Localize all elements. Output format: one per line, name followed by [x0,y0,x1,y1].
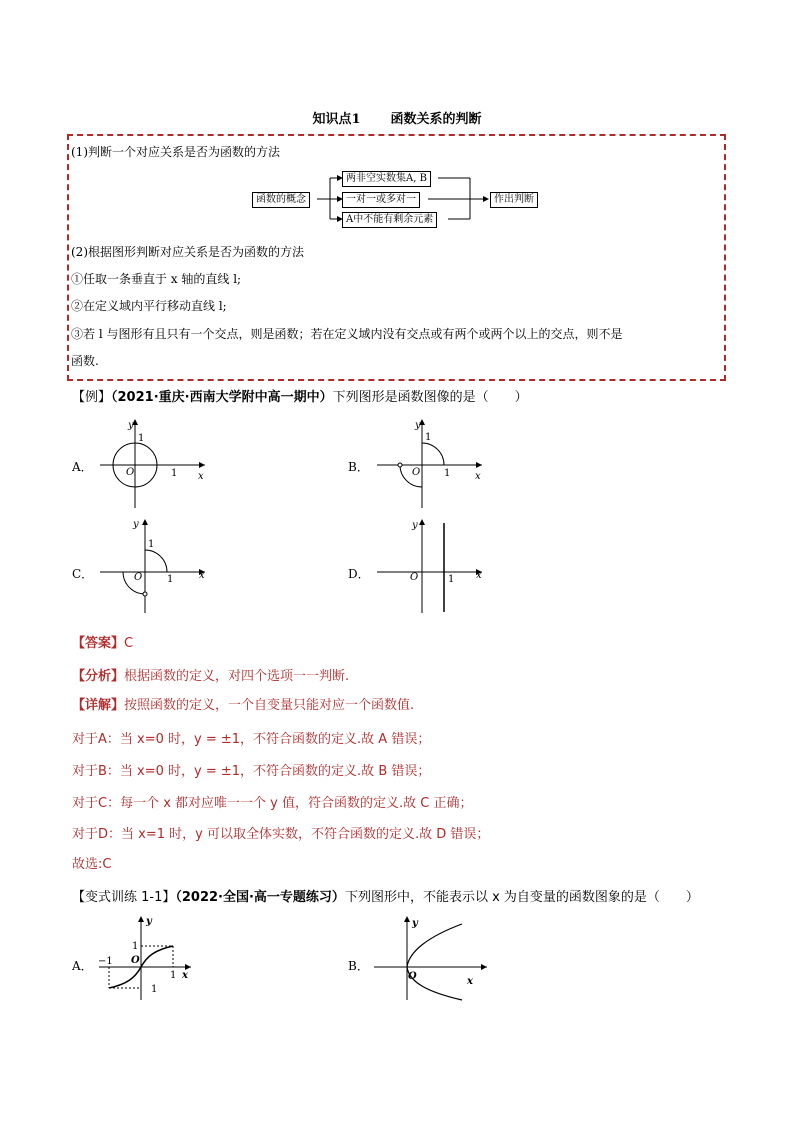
variant-question: 【变式训练 1-1】（2022·全国·高一专题练习）下列图形中，不能表示以 x 为自变量的函数图象的是（ ） [72,890,699,905]
variant-option-b-label: B． [348,959,369,973]
svg-text:x: x [182,970,188,981]
svg-text:x: x [475,471,481,482]
section-title [0,108,794,127]
svg-text:y: y [128,420,134,431]
example-question: 【例】（2021·重庆·西南大学附中高一期中）下列图形是函数图像的是（ ） [72,390,528,405]
graph-b [372,415,492,510]
svg-text:−1: −1 [98,956,113,967]
graph-d [372,515,492,615]
svg-text:y: y [415,420,421,431]
option-a-label: A． [72,460,93,474]
title-main: 知识点1 [312,112,361,127]
title-sub: 函数关系的判断 [390,112,482,127]
svg-text:O: O [126,467,135,478]
svg-text:1: 1 [167,574,174,585]
flow-cond1-box: 两非空实数集A, B [342,171,431,187]
detail-b: 对于B：当 x=0 时，y = ±1，不符合函数的定义.故 B 错误； [72,764,431,779]
svg-text:1: 1 [448,574,455,585]
step-3: ③若 l 与图形有且只有一个交点，则是函数；若在定义域内没有交点或有两个或两个以上的交点，则不是 [71,327,623,341]
step-2: ②在定义域内平行移动直线 l; [71,299,227,313]
svg-text:1: 1 [151,984,158,995]
graph-a [95,415,215,510]
svg-text:1: 1 [170,970,177,981]
svg-text:x: x [199,570,205,581]
svg-text:y: y [412,918,418,929]
step-1: ①任取一条垂直于 x 轴的直线 l; [71,272,242,286]
step-3-cont: 函数. [71,354,99,368]
svg-text:1: 1 [132,941,139,952]
svg-text:1: 1 [148,539,155,550]
svg-text:x: x [476,570,482,581]
svg-text:O: O [412,467,421,478]
variant-option-a-label: A． [72,959,93,973]
svg-text:x: x [467,976,473,987]
svg-text:O: O [134,572,143,583]
detail-d: 对于D：当 x=1 时，y 可以取全体实数，不符合函数的定义.故 D 错误； [72,827,490,842]
svg-text:O: O [131,955,140,966]
analysis-line: 【分析】根据函数的定义，对四个选项一一判断. [72,669,350,684]
detail-line: 【详解】按照函数的定义，一个自变量只能对应一个函数值. [72,698,415,713]
option-d-label: D． [348,567,370,581]
option-c-label: C． [72,567,94,581]
variant-graph-a [95,912,200,1002]
svg-text:1: 1 [444,468,451,479]
flow-cond3-box: A中不能有剩余元素 [342,212,437,228]
method1-heading: (1)判断一个对应关系是否为函数的方法 [71,145,280,159]
option-b-label: B． [348,460,369,474]
method2-heading: (2)根据图形判断对应关系是否为函数的方法 [71,245,304,259]
answer-line: 【答案】C [72,636,134,651]
variant-graph-b [372,912,492,1002]
svg-text:x: x [198,471,204,482]
flow-cond2-box: 一对一或多对一 [342,192,420,208]
svg-text:y: y [133,519,139,530]
detail-a: 对于A：当 x=0 时，y = ±1，不符合函数的定义.故 A 错误； [72,732,431,747]
svg-text:1: 1 [425,432,432,443]
detail-c: 对于C：每一个 x 都对应唯一一个 y 值，符合函数的定义.故 C 正确； [72,796,473,811]
svg-text:O: O [408,971,417,982]
svg-text:y: y [146,916,152,927]
svg-text:O: O [410,572,419,583]
svg-text:y: y [412,520,418,531]
svg-text:1: 1 [171,468,178,479]
flow-result-box: 作出判断 [490,192,538,208]
flow-concept-box: 函数的概念 [252,192,310,208]
final-choice: 故选:C [72,857,112,872]
graph-c [95,515,215,615]
svg-text:1: 1 [138,433,145,444]
